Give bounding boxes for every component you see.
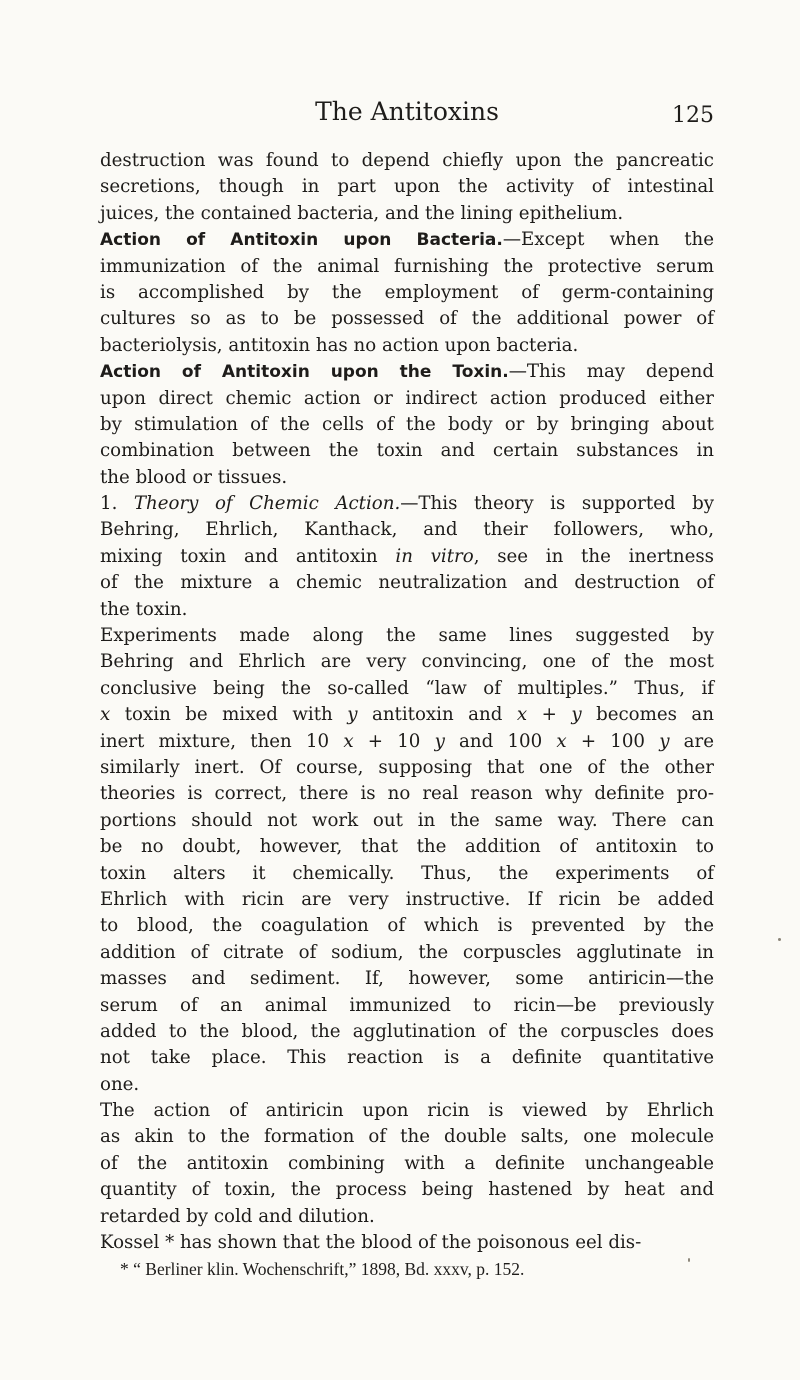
section-heading: Action of Antitoxin upon the Toxin. bbox=[100, 362, 509, 383]
text-line bbox=[100, 306, 714, 332]
text-run: the blood or tissues. bbox=[100, 466, 288, 488]
text-run: destruction was found to depend chiefly upon the pancreatic bbox=[100, 150, 714, 171]
italic-text: x bbox=[100, 704, 111, 726]
text-line bbox=[100, 491, 714, 517]
text-run: mixing toxin and antitoxin bbox=[100, 545, 396, 567]
text-line bbox=[100, 623, 714, 649]
text-run: Experiments made along the same lines suggested by bbox=[100, 625, 714, 647]
running-title: The Antitoxins bbox=[315, 97, 499, 126]
text-run: Behring and Ehrlich are very convincing, one of the most bbox=[100, 651, 714, 673]
text-line bbox=[100, 1230, 714, 1256]
text-run: antitoxin and bbox=[357, 704, 517, 726]
text-line bbox=[100, 333, 714, 359]
text-run: The action of antiricin upon ricin is viewed by Ehrlich bbox=[100, 1100, 714, 1122]
text-line bbox=[100, 1045, 714, 1071]
text-run: to blood, the coagulation of which is prevented by the bbox=[100, 915, 714, 937]
text-run: cultures so as to be possessed of the additional power of bbox=[100, 308, 714, 330]
text-run: Kossel * has shown that the blood of the poisonous eel dis- bbox=[100, 1232, 642, 1254]
text-run: , see in the inertness bbox=[473, 545, 715, 567]
text-run: combination between the toxin and certain substances in bbox=[100, 440, 714, 462]
text-line bbox=[100, 1151, 714, 1177]
text-line bbox=[100, 438, 714, 464]
text-run: inert mixture, then 10 bbox=[100, 730, 344, 752]
text-line bbox=[100, 254, 714, 280]
italic-text: x bbox=[516, 704, 528, 726]
text-line bbox=[100, 148, 714, 174]
text-run: immunization of the animal furnishing the protective serum bbox=[100, 255, 714, 277]
italic-text: y bbox=[347, 704, 358, 726]
running-head bbox=[100, 92, 714, 132]
text-run: are bbox=[669, 730, 714, 752]
paper-speck bbox=[688, 1258, 690, 1262]
paper-speck bbox=[778, 938, 781, 941]
text-run: added to the blood, the agglutination of the corpuscles does bbox=[100, 1020, 714, 1042]
text-run: serum of an animal immunized to ricin—be previously bbox=[100, 994, 714, 1016]
text-line bbox=[100, 913, 714, 939]
text-run: Behring, Ehrlich, Kanthack, and their followers, who, bbox=[100, 519, 714, 541]
text-run: be no doubt, however, that the addition of antitoxin to bbox=[100, 836, 714, 858]
text-run: —This may depend bbox=[508, 361, 715, 383]
text-line bbox=[100, 702, 714, 728]
text-run: 1. bbox=[100, 493, 134, 515]
italic-text: in vitro bbox=[395, 545, 474, 567]
body-text bbox=[100, 148, 714, 1282]
text-line bbox=[100, 386, 714, 412]
text-run: juices, the contained bacteria, and the lining epithelium. bbox=[100, 202, 624, 224]
text-line bbox=[100, 544, 714, 570]
italic-text: x bbox=[343, 730, 354, 752]
text-line bbox=[100, 729, 714, 755]
text-line bbox=[100, 227, 714, 253]
text-line bbox=[100, 755, 714, 781]
text-run: toxin alters it chemically. Thus, the experiments of bbox=[100, 862, 714, 884]
text-line bbox=[100, 201, 714, 227]
text-run: as akin to the formation of the double salts, one molecule bbox=[100, 1126, 714, 1148]
text-line bbox=[100, 597, 714, 623]
text-line bbox=[100, 887, 714, 913]
text-run: masses and sediment. If, however, some antiricin—the bbox=[100, 968, 714, 990]
text-line bbox=[100, 808, 714, 834]
text-run: theories is correct, there is no real reason why definite pro- bbox=[100, 783, 714, 805]
text-line bbox=[100, 412, 714, 438]
text-line bbox=[100, 465, 714, 491]
text-line bbox=[100, 174, 714, 200]
text-line bbox=[100, 1204, 714, 1230]
text-run: portions should not work out in the same way. There can bbox=[100, 809, 714, 831]
text-line bbox=[100, 280, 714, 306]
text-run: of the mixture a chemic neutralization and destruction of bbox=[100, 572, 714, 594]
text-run: + bbox=[527, 704, 572, 726]
text-run: Ehrlich with ricin are very instructive. If ricin be added bbox=[100, 888, 714, 910]
text-line bbox=[100, 1098, 714, 1124]
text-line bbox=[100, 649, 714, 675]
text-run: by stimulation of the cells of the body or by bringing about bbox=[100, 413, 714, 435]
text-run: addition of citrate of sodium, the corpuscles agglutinate in bbox=[100, 941, 714, 963]
italic-text: y bbox=[659, 730, 670, 752]
page-number: 125 bbox=[672, 103, 714, 128]
text-run: quantity of toxin, the process being hastened by heat and bbox=[100, 1179, 714, 1201]
italic-text: y bbox=[571, 704, 582, 726]
text-line bbox=[100, 993, 714, 1019]
text-run: and 100 bbox=[444, 730, 557, 752]
italic-text: Theory of Chemic Action. bbox=[133, 493, 401, 515]
text-run: similarly inert. Of course, supposing that one of the other bbox=[100, 756, 714, 778]
text-line bbox=[100, 834, 714, 860]
italic-text: x bbox=[556, 730, 567, 752]
text-line bbox=[100, 781, 714, 807]
text-run: + 100 bbox=[566, 730, 660, 752]
text-run: upon direct chemic action or indirect action produced either bbox=[100, 387, 714, 409]
text-line bbox=[100, 1019, 714, 1045]
text-run: secretions, though in part upon the activity of intestinal bbox=[100, 176, 714, 198]
text-run: bacteriolysis, antitoxin has no action upon bacteria. bbox=[100, 334, 579, 356]
text-line bbox=[100, 676, 714, 702]
text-run: becomes an bbox=[581, 704, 714, 726]
text-run: the toxin. bbox=[100, 598, 188, 620]
text-run: + 10 bbox=[353, 730, 435, 752]
text-line bbox=[100, 966, 714, 992]
text-line bbox=[100, 1072, 714, 1098]
section-heading: Action of Antitoxin upon Bacteria. bbox=[100, 230, 503, 251]
text-line bbox=[100, 1177, 714, 1203]
italic-text: y bbox=[434, 730, 445, 752]
text-line bbox=[100, 570, 714, 596]
footnote: * “ Berliner klin. Wochenschrift,” 1898, Bd. xxxv, p. 152. bbox=[120, 1259, 525, 1280]
text-run: toxin be mixed with bbox=[110, 704, 348, 726]
text-run: —This theory is supported by bbox=[400, 493, 714, 515]
text-line bbox=[100, 861, 714, 887]
text-run: one. bbox=[100, 1073, 140, 1095]
text-line bbox=[100, 940, 714, 966]
text-run: is accomplished by the employment of germ-containing bbox=[100, 281, 714, 303]
text-run: retarded by cold and dilution. bbox=[100, 1205, 375, 1227]
text-line bbox=[100, 359, 714, 385]
text-run: conclusive being the so-called “law of multiples.” Thus, if bbox=[100, 677, 714, 699]
text-run: —Except when the bbox=[502, 229, 714, 251]
text-line bbox=[100, 1124, 714, 1150]
text-line bbox=[100, 517, 714, 543]
text-run: not take place. This reaction is a definite quantitative bbox=[100, 1047, 714, 1069]
text-run: of the antitoxin combining with a definite unchangeable bbox=[100, 1152, 714, 1174]
